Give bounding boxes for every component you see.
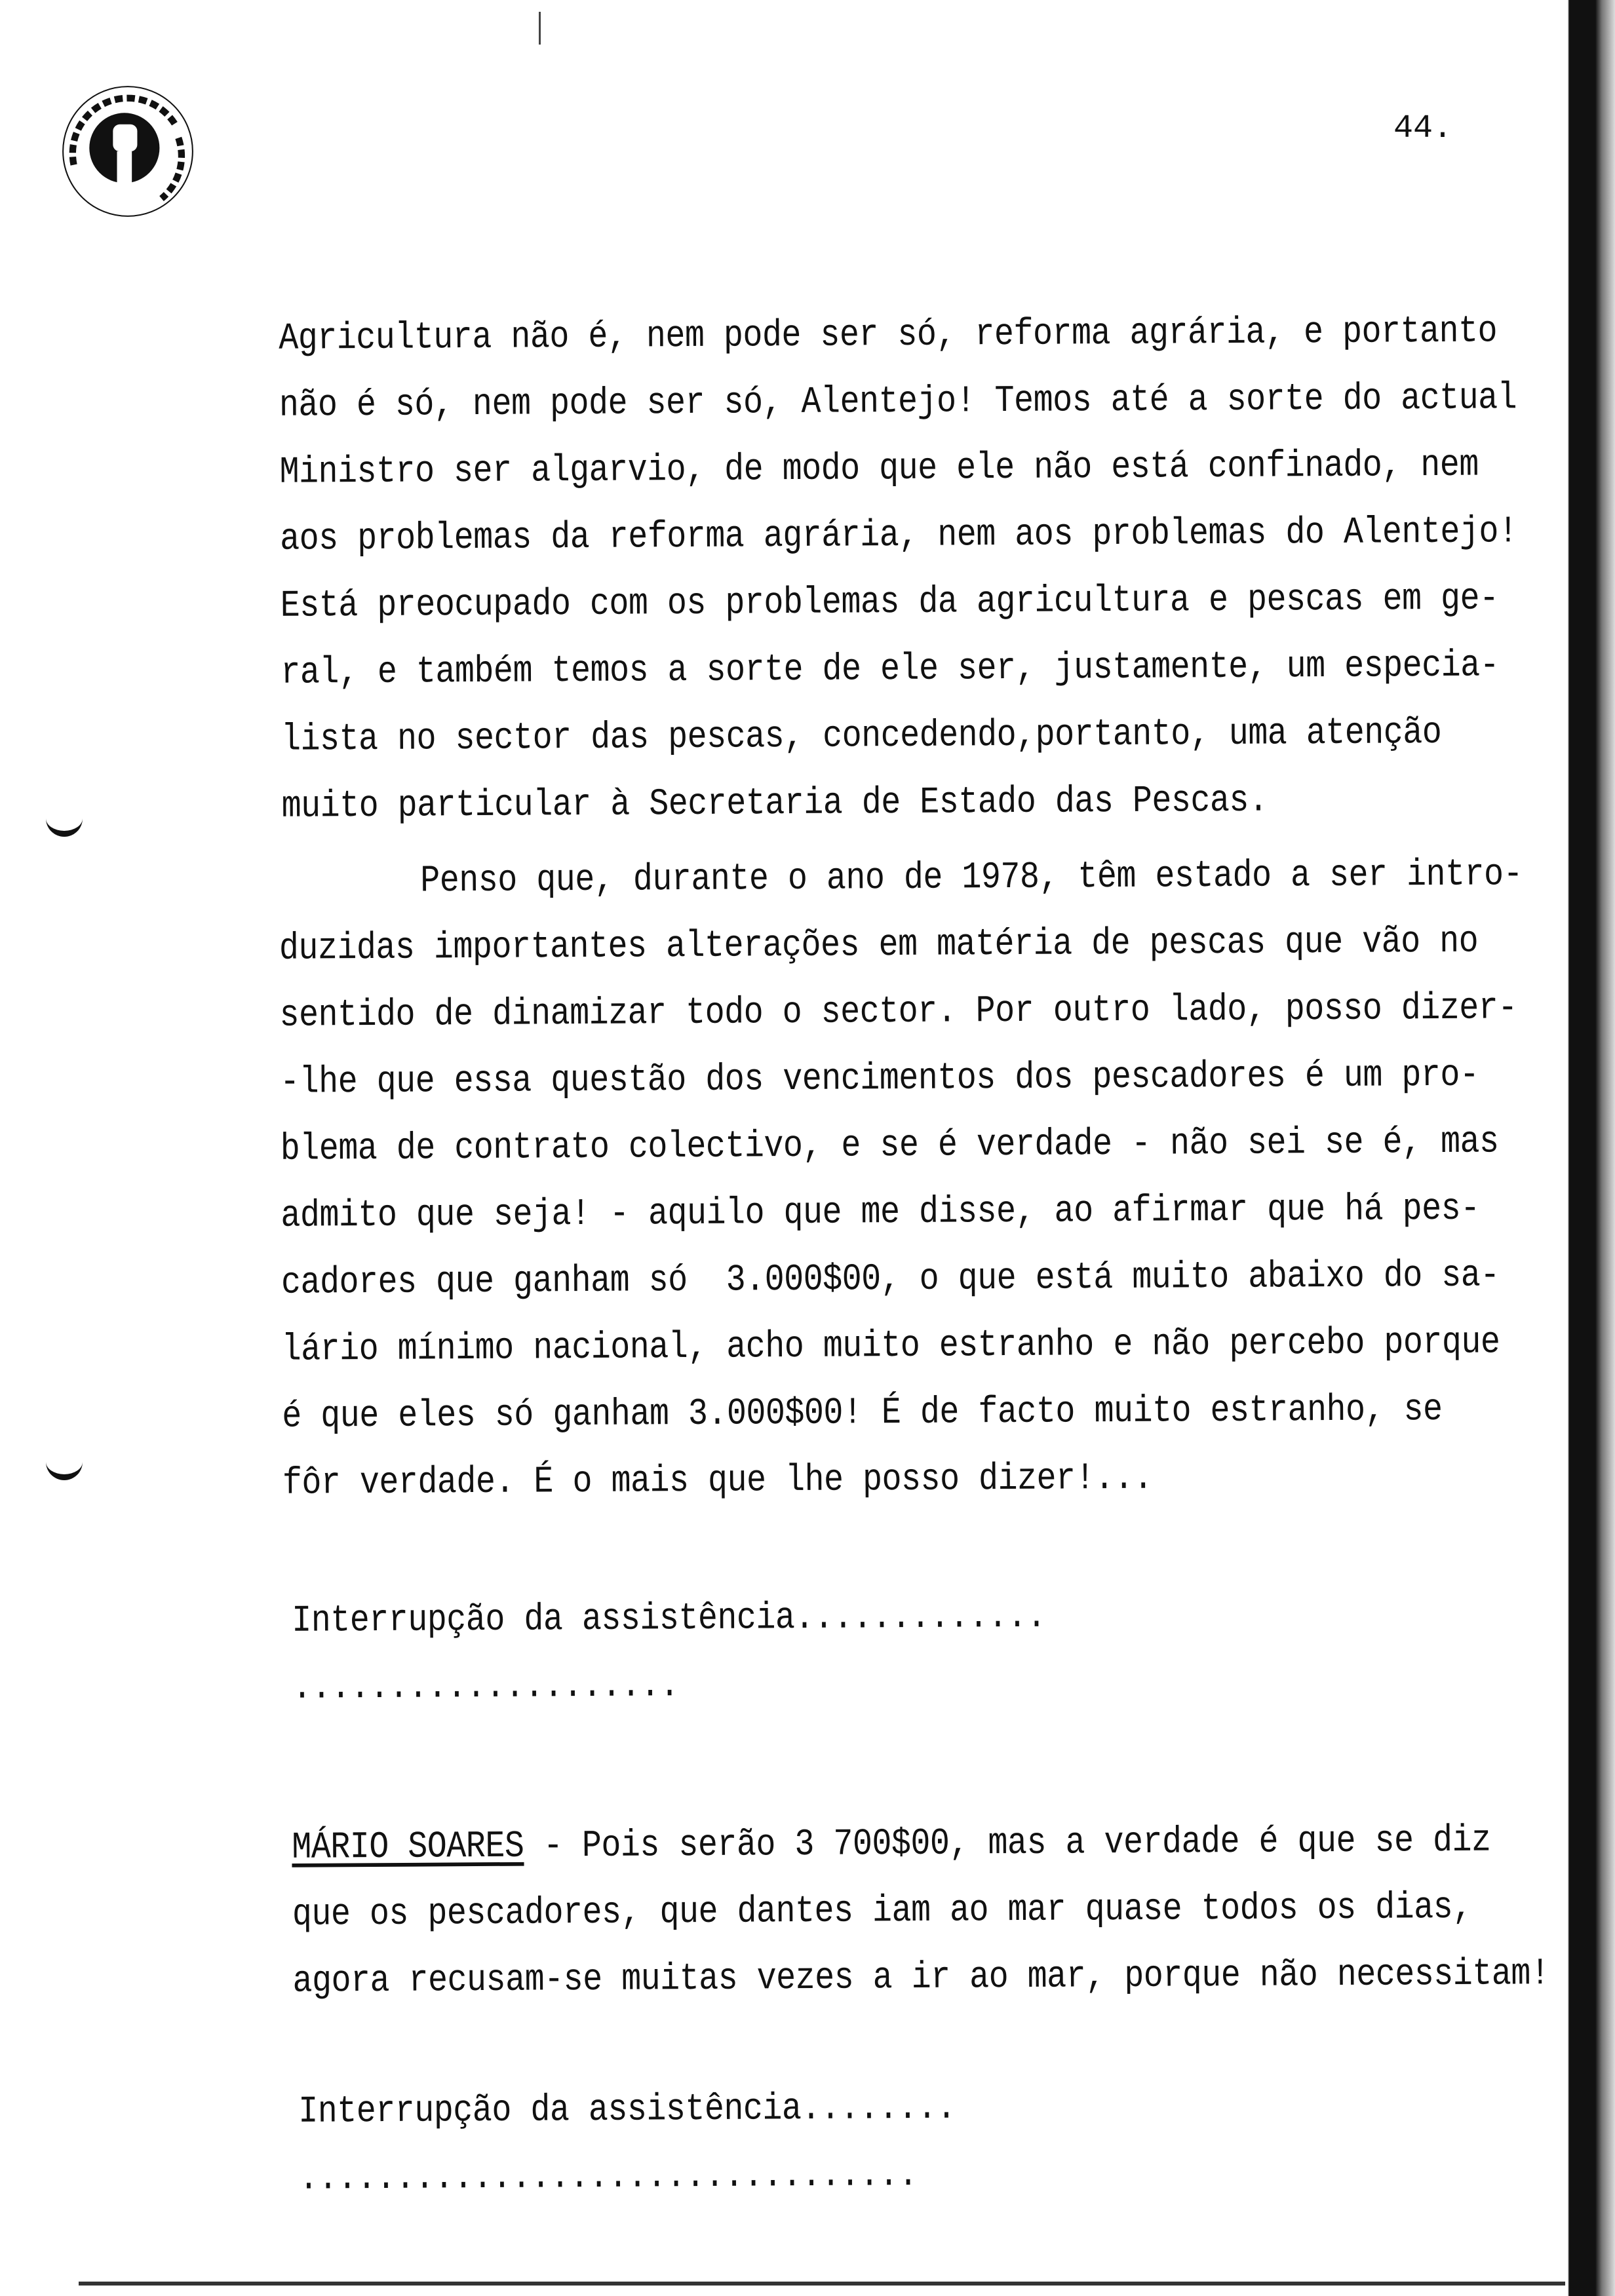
paragraph-1 (279, 298, 1519, 841)
text-line: Penso que, durante o ano de 1978, têm estado a ser intro- (420, 853, 1523, 903)
mario-soares-speech (292, 1807, 1550, 2016)
interruption-1 (292, 1584, 1047, 1722)
text-line: cadores que ganham só 3.000$00, o que está muito abaixo do sa- (281, 1254, 1500, 1305)
text-line: fôr verdade. É o mais que lhe posso dizer!... (282, 1457, 1153, 1506)
text-line: Agricultura não é, nem pode ser só, reforma agrária, e portanto (279, 310, 1498, 361)
scan-mark (539, 12, 541, 45)
paragraph-2 (279, 841, 1527, 1518)
text-line: sentido de dinamizar todo o sector. Por outro lado, posso dizer- (279, 987, 1518, 1038)
binder-hole-mark (46, 813, 83, 837)
text-line: Interrupção da assistência............. (292, 1595, 1047, 1643)
text-line: que os pescadores, que dantes iam ao mar quase todos os dias, (292, 1886, 1472, 1937)
text-line: admito que seja! - aquilo que me disse, ao afirmar que há pes- (281, 1187, 1480, 1238)
text-line: .................... (292, 1664, 680, 1710)
text-line: duzidas importantes alterações em matéria de pescas que vão no (279, 920, 1479, 971)
text-line: ral, e também temos a sorte de ele ser, justamente, um especia- (281, 644, 1500, 695)
binder-hole-mark (46, 1456, 83, 1480)
text-line: -lhe que essa questão dos vencimentos dos pescadores é um pro- (279, 1054, 1479, 1105)
page-number: 44. (1393, 110, 1453, 147)
text-line: Interrupção da assistência........ (298, 2086, 956, 2134)
partido-socialista-logo (60, 84, 195, 219)
interruption-2 (298, 2075, 956, 2213)
text-line: Está preocupado com os problemas da agricultura e pescas em ge- (280, 577, 1499, 628)
text-line: aos problemas da reforma agrária, nem aos problemas do Alentejo! (279, 510, 1518, 562)
text-line: não é só, nem pode ser só, Alentejo! Temos até a sorte do actual (279, 377, 1517, 428)
text-line: agora recusam-se muitas vezes a ir ao mar, porque não necessitam! (292, 1952, 1550, 2004)
speech-text: - Pois serão 3 700$00, mas a verdade é que se diz (524, 1819, 1491, 1869)
page-edge (79, 2282, 1566, 2286)
text-line: lário mínimo nacional, acho muito estranho e não percebo porque (281, 1321, 1500, 1372)
text-line: blema de contrato colectivo, e se é verdade - não sei se é, mas (280, 1120, 1499, 1172)
text-line: Ministro ser algarvio, de modo que ele não está confinado, nem (279, 444, 1479, 495)
text-line: muito particular à Secretaria de Estado das Pescas. (281, 779, 1268, 829)
scan-edge (1565, 0, 1615, 2296)
text-line: é que eles só ganham 3.000$00! É de facto muito estranho, se (282, 1388, 1443, 1439)
speaker-name: MÁRIO SOARES (292, 1825, 524, 1870)
text-line: ................................ (298, 2153, 918, 2201)
text-line: lista no sector das pescas, concedendo,portanto, uma atenção (281, 711, 1442, 762)
